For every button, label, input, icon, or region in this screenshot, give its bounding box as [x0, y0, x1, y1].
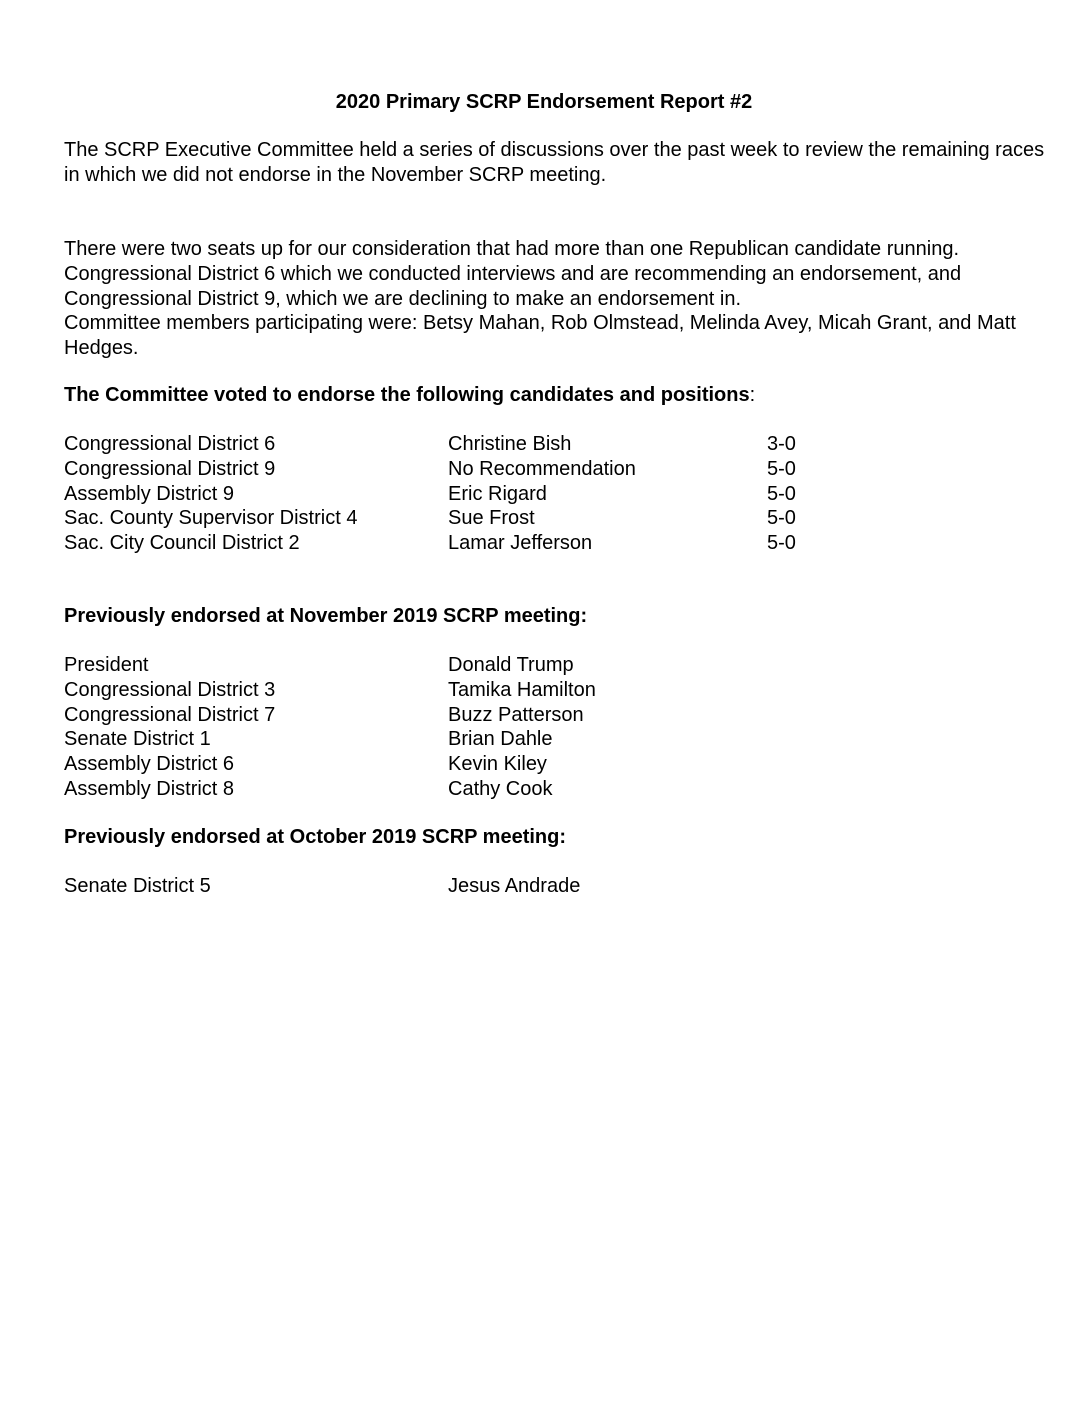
table-row — [64, 752, 844, 777]
position-cell: Sac. City Council District 2 — [64, 532, 300, 555]
vote-cell: 3-0 — [767, 433, 796, 455]
position-cell: Congressional District 9 — [64, 457, 276, 480]
candidate-cell: Brian Dahle — [448, 728, 553, 751]
intro-paragraph: The SCRP Executive Committee held a series of discussions over the past week to review the remaining races in which we did not endorse in the November SCRP meeting. — [64, 139, 1045, 186]
october-endorsements-table — [64, 874, 844, 899]
candidate-cell: Kevin Kiley — [448, 753, 547, 776]
vote-cell: 5-0 — [767, 457, 796, 480]
table-row — [64, 874, 844, 899]
vote-cell: 5-0 — [767, 532, 796, 555]
members-paragraph: Committee members participating were: Betsy Mahan, Rob Olmstead, Melinda Avey, Micah Grant, and Matt Hedges. — [64, 312, 1016, 359]
endorsement-heading-text: The Committee voted to endorse the following candidates and positions — [64, 384, 750, 406]
position-cell: Sac. County Supervisor District 4 — [64, 507, 358, 530]
position-cell: Congressional District 3 — [64, 678, 276, 701]
table-row — [64, 777, 844, 802]
candidate-cell: Donald Trump — [448, 654, 574, 676]
candidate-cell: Sue Frost — [448, 507, 535, 530]
vote-cell: 5-0 — [767, 507, 796, 530]
candidate-cell: Eric Rigard — [448, 482, 547, 505]
candidate-cell: Jesus Andrade — [448, 875, 581, 897]
candidate-cell: No Recommendation — [448, 457, 636, 480]
position-cell: President — [64, 654, 149, 676]
table-row — [64, 457, 844, 482]
candidate-cell: Cathy Cook — [448, 777, 553, 800]
table-row — [64, 432, 844, 457]
table-row — [64, 531, 844, 556]
endorsement-heading-colon: : — [749, 384, 756, 406]
table-row — [64, 678, 844, 703]
november-endorsements-table — [64, 653, 844, 802]
candidate-cell: Tamika Hamilton — [448, 678, 596, 701]
position-cell: Assembly District 6 — [64, 753, 235, 776]
document-title: 2020 Primary SCRP Endorsement Report #2 — [335, 91, 753, 113]
vote-cell: 5-0 — [767, 482, 796, 505]
candidate-cell: Buzz Patterson — [448, 703, 584, 726]
october-heading: Previously endorsed at October 2019 SCRP meeting: — [64, 826, 567, 848]
candidate-cell: Christine Bish — [448, 433, 572, 455]
table-row — [64, 727, 844, 752]
position-cell: Assembly District 9 — [64, 482, 235, 505]
position-cell: Congressional District 7 — [64, 703, 276, 726]
current-endorsements-table — [64, 432, 844, 556]
candidate-cell: Lamar Jefferson — [448, 532, 593, 555]
endorsement-heading — [64, 383, 755, 408]
table-row — [64, 653, 844, 678]
november-heading: Previously endorsed at November 2019 SCRP meeting: — [64, 605, 588, 627]
position-cell: Senate District 5 — [64, 875, 211, 897]
table-row — [64, 482, 844, 507]
table-row — [64, 703, 844, 728]
position-cell: Assembly District 8 — [64, 777, 235, 800]
position-cell: Senate District 1 — [64, 728, 211, 751]
table-row — [64, 506, 844, 531]
seats-paragraph: There were two seats up for our consideration that had more than one Republican candidate running. Congressional District 6 which we conducted interviews and are recommending an endorsement, and Congressional District 9, which we are declining to make an endorsement in. — [64, 238, 962, 310]
position-cell: Congressional District 6 — [64, 433, 276, 455]
